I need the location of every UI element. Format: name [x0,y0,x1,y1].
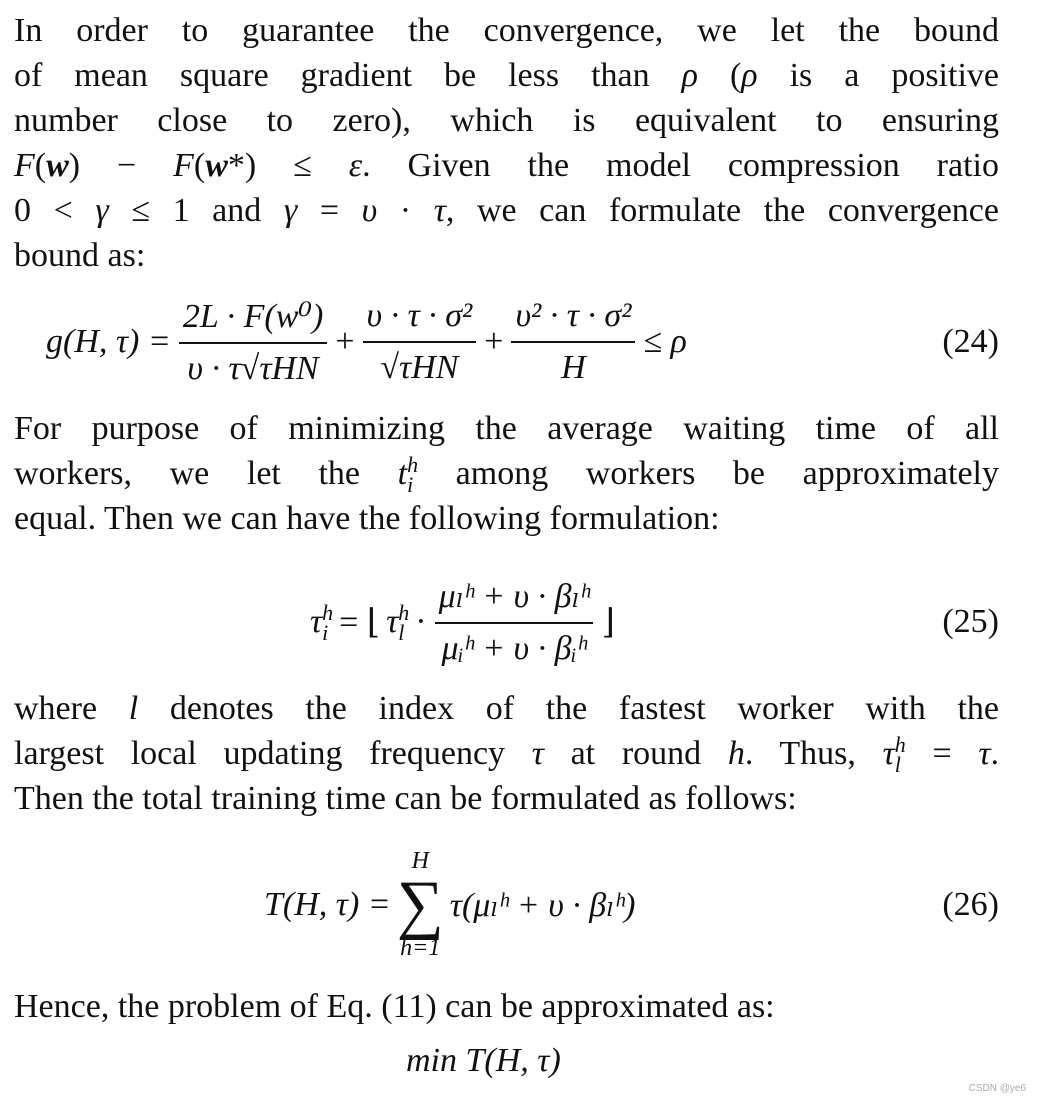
equation-25 [14,572,999,672]
paragraph-convergence [14,8,999,278]
text-segment: ≤ 1 and [108,192,284,229]
text-segment: . Given the model compression ratio [362,147,999,184]
equation-number: (25) [942,603,999,640]
equation-min [14,1038,999,1083]
text-segment: ) − [68,147,174,184]
eq24-lhs: g(H, τ) = [46,323,171,360]
math-symbol: γ [283,192,298,229]
text-segment: ( [34,147,47,184]
eq24-f1-denominator: υ · τ√τHN [187,350,319,387]
superscript: h [894,731,906,757]
subscript: l [398,620,405,645]
sum-upper-limit: H [411,847,429,874]
math-vector: w [46,147,69,184]
text-segment: *) ≤ [227,147,349,184]
text-line [14,984,999,1029]
eq24-f3-denominator: H [561,349,586,386]
text-segment: For purpose of minimizing the average waiting time of all [14,410,999,447]
symbol-tau: τ [386,603,399,640]
math-symbol: τ [433,192,446,229]
text-line [14,776,999,821]
eq24-f3-numerator: υ² · τ · σ² [511,297,635,343]
eq25-floor-close: ⌋ [601,604,615,641]
sum-lower-limit: h=1 [400,934,441,961]
eq26-lhs: T(H, τ) = [264,885,391,923]
eq24-fraction-1 [179,296,328,388]
text-segment: In order to guarantee the convergence, we let the bound [14,12,999,49]
subscript: l [894,751,901,777]
math-vector: w [205,147,228,184]
paragraph-approximation [14,984,999,1029]
math-indexed-symbol [883,731,906,776]
text-segment: workers, we let the [14,455,398,492]
text-segment: number close to zero), which is equivalent to ensuring [14,102,999,139]
math-base: τ [882,735,895,772]
summation [397,848,444,962]
math-symbol: τ [978,735,991,772]
math-symbol: l [128,690,139,727]
math-symbol: F [173,147,194,184]
text-segment: = [297,192,362,229]
text-segment: Hence, the problem of Eq. (11) can be approximated as: [14,988,775,1025]
text-segment: where [14,690,129,727]
min-objective: min T(H, τ) [406,1041,561,1079]
text-line [14,8,999,53]
text-segment: ( [697,57,742,94]
math-symbol: ρ [681,57,698,94]
eq25-denominator: μᵢʰ + υ · βᵢʰ [441,630,587,667]
text-segment: denotes the index of the fastest worker with the [138,690,999,727]
eq24-f2-denominator: √τHN [380,349,459,386]
math-base: t [397,455,408,492]
math-symbol: h [727,735,745,772]
equation-number: (24) [942,323,999,360]
text-segment: . [990,735,999,772]
eq25-dot: · [415,603,427,640]
equation-number: (26) [942,885,999,923]
superscript: h [398,600,410,625]
text-segment: = [905,735,979,772]
eq24-f2-numerator: υ · τ · σ² [363,297,477,343]
text-line [14,686,999,731]
math-scripts [407,451,419,497]
superscript: h [407,451,419,477]
symbol-tau: τ [310,603,323,640]
eq25-fraction [435,576,594,668]
eq24-f1-numerator: 2L · F(w⁰) [179,296,328,344]
paragraph-fastest-worker [14,686,999,821]
eq24-fraction-3 [511,297,635,387]
text-line [14,188,999,233]
subscript: i [322,620,329,645]
sum-symbol: ∑ [396,867,444,941]
text-segment: · [377,192,434,229]
eq24-fraction-2 [363,297,477,387]
text-line [14,496,999,541]
text-line [14,731,999,776]
text-segment: Then the total training time can be formulated as follows: [14,780,797,817]
text-line [14,451,999,496]
math-symbol: τ [531,735,544,772]
math-symbol: υ [361,192,378,229]
text-segment: . Thus, [744,735,883,772]
text-line [14,233,999,278]
math-symbol: F [14,147,35,184]
text-segment: largest local updating frequency [14,735,532,772]
text-segment: among workers be approximately [418,455,1000,492]
eq26-body: τ(μₗʰ + υ · βₗʰ) [449,886,636,924]
watermark: CSDN @ye6 [968,1083,1026,1094]
eq24-plus: + [484,323,504,360]
eq25-tau-l [386,600,410,645]
text-segment: ( [193,147,206,184]
eq25-numerator: μₗʰ + υ · βₗʰ [435,576,594,624]
text-segment: , we can formulate the convergence [445,192,999,229]
eq24-plus: + [335,323,355,360]
text-segment: is a positive [757,57,999,94]
subscript: i [407,471,414,497]
text-segment: equal. Then we can have the following formulation: [14,500,720,537]
superscript: h [322,600,334,625]
text-line [14,98,999,143]
paragraph-waiting-time [14,406,999,541]
eq25-lhs [310,600,334,645]
math-scripts [894,731,906,777]
text-segment: bound as: [14,237,146,274]
math-symbol: ρ [741,57,758,94]
equation-26 [14,842,999,967]
text-segment: of mean square gradient be less than [14,57,682,94]
text-line [14,53,999,98]
text-line [14,406,999,451]
text-segment: 0 < [14,192,96,229]
equation-24 [14,292,999,392]
eq25-equals-floor: = ⌊ [339,604,381,641]
text-line [14,143,999,188]
math-symbol: γ [95,192,109,229]
math-symbol: ε [348,147,363,184]
text-segment: at round [543,735,728,772]
math-indexed-symbol [398,451,418,496]
eq24-rhs: ≤ ρ [643,323,687,360]
